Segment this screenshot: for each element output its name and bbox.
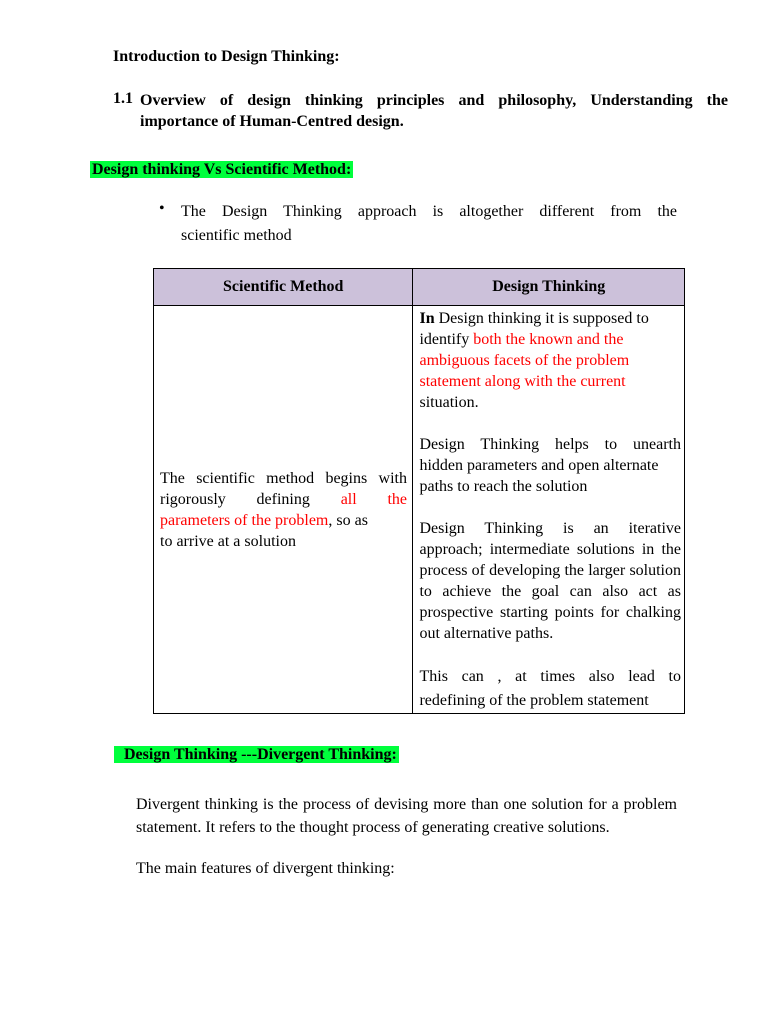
dt-para3: [419, 518, 681, 644]
dt-para1-red: both the known and the ambiguous facets of the problem statement along with the current: [419, 331, 630, 390]
left-line2: [160, 489, 407, 510]
divergent-features-intro: The main features of divergent thinking:: [136, 860, 395, 877]
dt-para2-line1: Design Thinking helps to unearth: [419, 436, 681, 453]
section-heading-comparison: [90, 161, 353, 179]
left-line3-red: parameters of the problem: [160, 512, 329, 529]
highlighted-heading: Design thinking Vs Scientific Method:: [92, 161, 352, 178]
dt-para3-line1: Design Thinking is an iterative: [419, 520, 681, 537]
left-line4: to arrive at a solution: [160, 533, 296, 550]
comparison-table: [153, 268, 685, 714]
table-header-row: [154, 269, 685, 306]
section-heading-divergent: [114, 746, 399, 764]
subsection-number: 1.1: [113, 90, 133, 107]
bullet-text: [181, 200, 677, 248]
left-line2-a: rigorously defining: [160, 491, 310, 508]
dt-para1: [419, 308, 681, 413]
dt-para3-rest: approach; intermediate solutions in the process of developing the larger solution to achieve the goal can also act as prospective starting points for chalking out alternative paths.: [419, 541, 681, 642]
cell-scientific-method: [154, 306, 413, 714]
bullet-line1: The Design Thinking approach is altogether different from the: [181, 203, 677, 220]
dt-para2-line2: hidden parameters and open alternate paths to reach the solution: [419, 457, 659, 495]
cell-design-thinking: [413, 306, 685, 714]
left-line1: The scientific method begins with: [160, 470, 407, 487]
subsection-heading-line2: importance of Human-Centred design.: [140, 113, 404, 130]
highlighted-heading-divergent: Design Thinking ---Divergent Thinking:: [116, 746, 397, 763]
dt-para4-line2: redefining of the problem statement: [419, 692, 649, 709]
page-title: Introduction to Design Thinking:: [113, 48, 340, 65]
header-design-thinking: Design Thinking: [413, 269, 685, 306]
header-scientific-method: Scientific Method: [154, 269, 413, 306]
divergent-paragraph: Divergent thinking is the process of devising more than one solution for a problem statement. It refers to the thought process of generating creative solutions.: [136, 796, 677, 836]
dt-para1-b: situation.: [419, 394, 479, 411]
bullet-icon: •: [159, 200, 165, 217]
dt-para2: [419, 434, 681, 497]
left-line3-b: , so as: [328, 512, 368, 529]
left-line2-red: all the: [340, 491, 408, 508]
table-row: [154, 306, 685, 714]
dt-para1-a: Design thinking it is supposed to identify: [419, 310, 649, 348]
dt-para4: [419, 665, 681, 713]
dt-para4-line1: This can , at times also lead to: [419, 668, 681, 685]
scientific-method-text: [160, 468, 407, 552]
dt-para1-bold: In: [419, 310, 435, 327]
left-line3: [160, 512, 368, 529]
subsection-heading-line1: Overview of design thinking principles and philosophy, Understanding the: [140, 92, 728, 109]
bullet-line2: scientific method: [181, 227, 292, 244]
subsection-heading: [140, 90, 728, 132]
design-thinking-text: [413, 306, 684, 713]
